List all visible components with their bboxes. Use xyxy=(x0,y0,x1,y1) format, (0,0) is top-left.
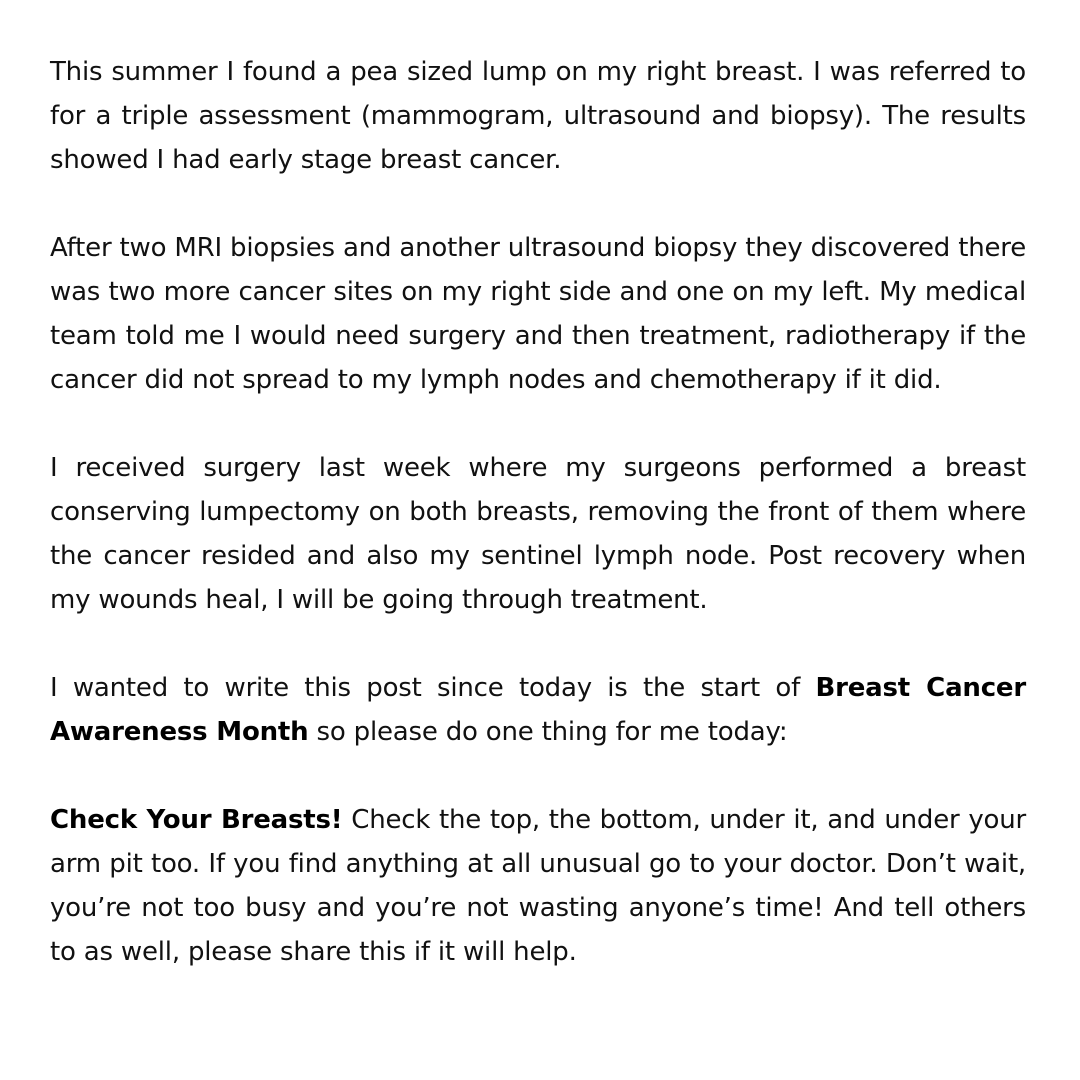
post-body xyxy=(50,50,1026,974)
paragraph-diagnosis: This summer I found a pea sized lump on my right breast. I was referred to for a triple assessment (mammogram, ultrasound and biopsy). The results showed I had early stage breast cancer. xyxy=(50,57,1026,175)
paragraph-check-your-breasts xyxy=(50,798,1026,974)
paragraph-additional-sites: After two MRI biopsies and another ultrasound biopsy they discovered there was two more cancer sites on my right side and one on my left. My medical team told me I would need surgery and then treatment, radiotherapy if the cancer did not spread to my lymph nodes and chemotherapy if it did. xyxy=(50,233,1026,395)
awareness-month-highlight: Breast Cancer Awareness Month xyxy=(50,673,1026,747)
check-your-breasts-highlight: Check Your Breasts! xyxy=(50,805,343,835)
check-instructions-text: Check the top, the bottom, under it, and under your arm pit too. If you find anything at all unusual go to your doctor. Don’t wait, you’re not too busy and you’re not wasting anyone’s time! And tell others to as well, please share this if it will help. xyxy=(50,805,1026,967)
paragraph-awareness-month xyxy=(50,666,1026,754)
awareness-text-before: I wanted to write this post since today is the start of xyxy=(50,673,816,703)
awareness-text-after: so please do one thing for me today: xyxy=(308,717,788,747)
paragraph-surgery: I received surgery last week where my surgeons performed a breast conserving lumpectomy on both breasts, removing the front of them where the cancer resided and also my sentinel lymph node. Post recovery when my wounds heal, I will be going through treatment. xyxy=(50,453,1026,615)
